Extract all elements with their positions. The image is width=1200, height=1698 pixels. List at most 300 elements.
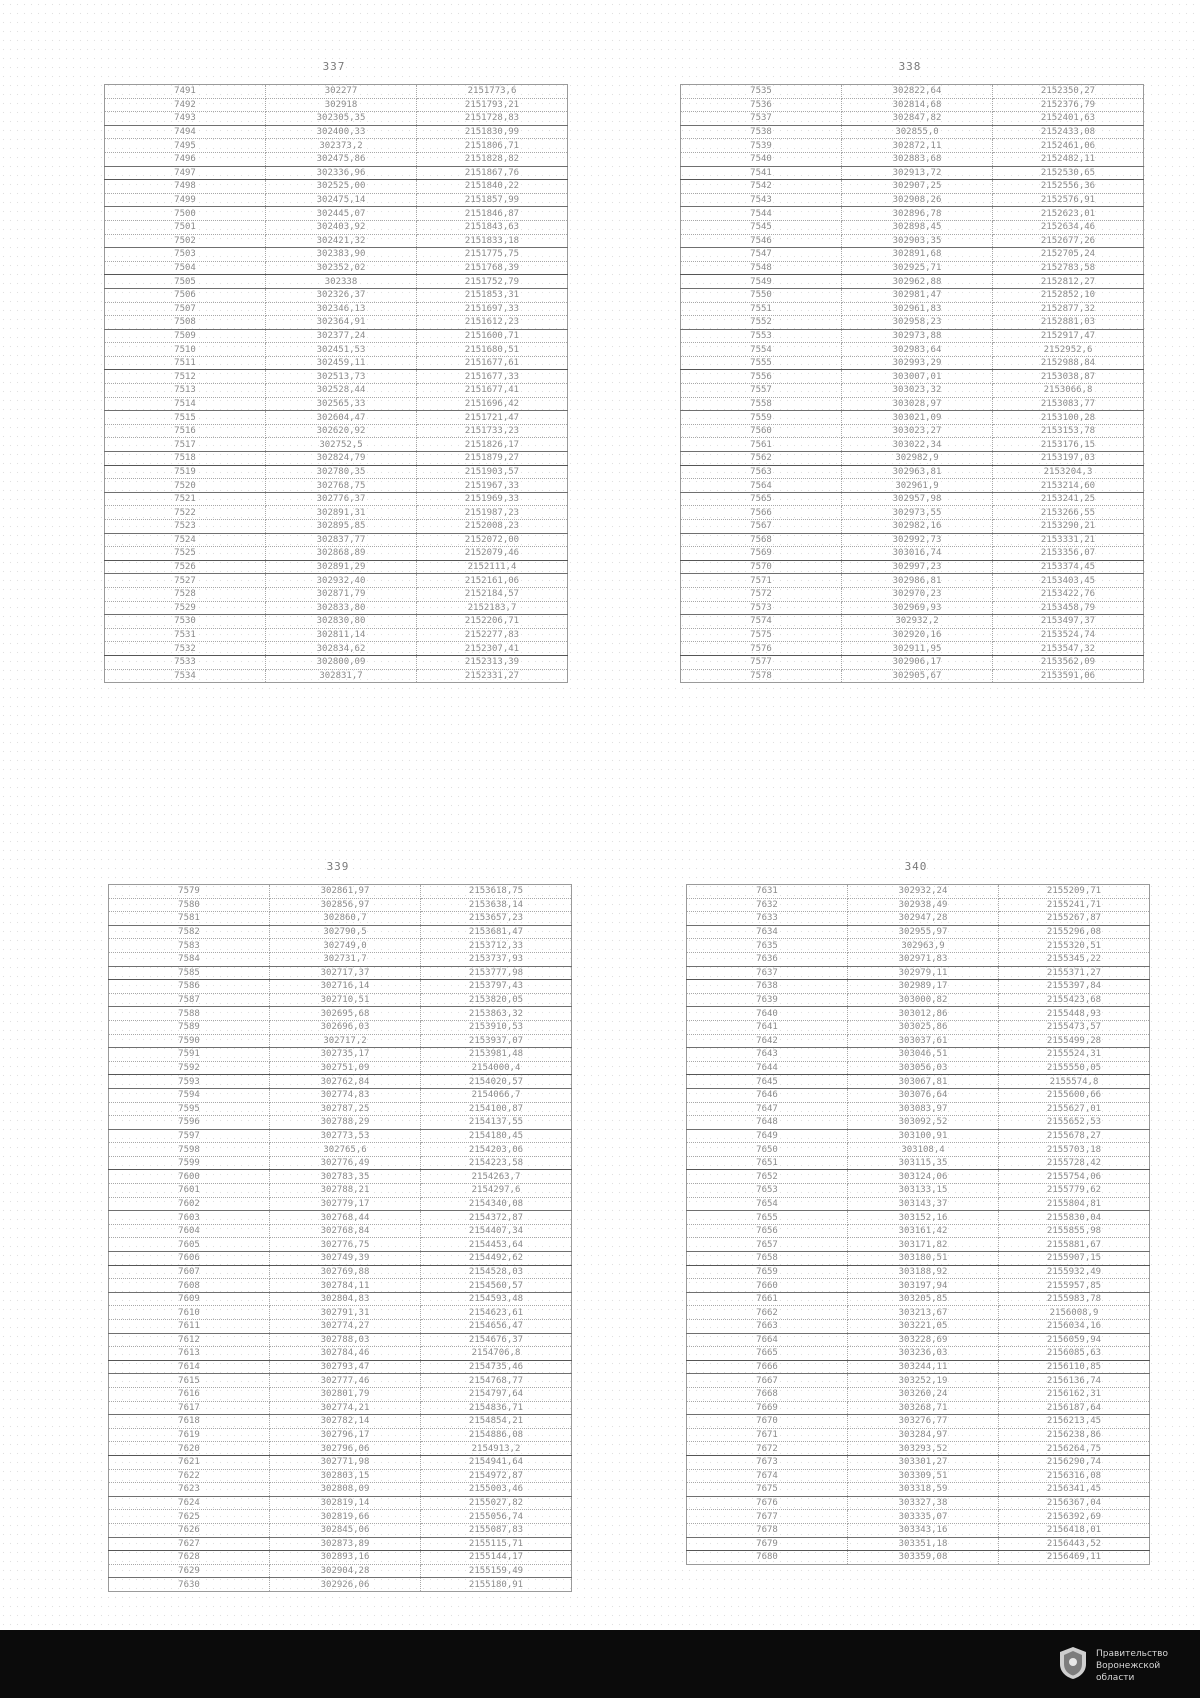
y-coordinate-cell: 2151843,63 [417, 220, 568, 234]
point-number-cell: 7621 [109, 1455, 270, 1469]
point-number-cell: 7664 [687, 1333, 848, 1347]
y-coordinate-cell: 2152677,26 [993, 234, 1144, 248]
y-coordinate-cell: 2154913,2 [421, 1442, 572, 1456]
y-coordinate-cell: 2154560,57 [421, 1279, 572, 1293]
point-number-cell: 7503 [105, 248, 266, 262]
point-number-cell: 7553 [681, 329, 842, 343]
x-coordinate-cell: 302774,83 [270, 1088, 421, 1102]
y-coordinate-cell: 2154340,08 [421, 1197, 572, 1211]
table-row [105, 207, 568, 221]
x-coordinate-cell: 302277 [266, 85, 417, 99]
x-coordinate-cell: 302421,32 [266, 234, 417, 248]
x-coordinate-cell: 302920,16 [842, 628, 993, 642]
table-row [681, 397, 1144, 411]
x-coordinate-cell: 302970,23 [842, 587, 993, 601]
x-coordinate-cell: 302780,35 [266, 465, 417, 479]
table-row [681, 384, 1144, 398]
table-row [109, 1455, 572, 1469]
y-coordinate-cell: 2155180,91 [421, 1578, 572, 1592]
point-number-cell: 7575 [681, 628, 842, 642]
table-row [681, 152, 1144, 166]
y-coordinate-cell: 2153797,43 [421, 980, 572, 994]
y-coordinate-cell: 2155779,62 [999, 1184, 1150, 1198]
point-number-cell: 7554 [681, 343, 842, 357]
y-coordinate-cell: 2151967,33 [417, 479, 568, 493]
table-row [109, 1428, 572, 1442]
y-coordinate-cell: 2152072,00 [417, 533, 568, 547]
x-coordinate-cell: 302962,88 [842, 275, 993, 289]
x-coordinate-cell: 302830,80 [266, 615, 417, 629]
x-coordinate-cell: 303161,42 [848, 1224, 999, 1238]
x-coordinate-cell: 302808,09 [270, 1483, 421, 1497]
x-coordinate-cell: 302800,09 [266, 655, 417, 669]
table-row [681, 302, 1144, 316]
table-row [109, 1034, 572, 1048]
point-number-cell: 7560 [681, 424, 842, 438]
point-number-cell: 7551 [681, 302, 842, 316]
table-row [687, 1197, 1150, 1211]
y-coordinate-cell: 2152576,91 [993, 193, 1144, 207]
y-coordinate-cell: 2153657,23 [421, 912, 572, 926]
y-coordinate-cell: 2154180,45 [421, 1129, 572, 1143]
point-number-cell: 7622 [109, 1469, 270, 1483]
table-row [109, 1143, 572, 1157]
point-number-cell: 7565 [681, 492, 842, 506]
x-coordinate-cell: 303046,51 [848, 1048, 999, 1062]
x-coordinate-cell: 302973,55 [842, 506, 993, 520]
point-number-cell: 7631 [687, 885, 848, 899]
table-row [681, 628, 1144, 642]
x-coordinate-cell: 303067,81 [848, 1075, 999, 1089]
x-coordinate-cell: 302856,97 [270, 898, 421, 912]
table-row [105, 98, 568, 112]
point-number-cell: 7616 [109, 1387, 270, 1401]
coordinate-table [686, 884, 1150, 1565]
x-coordinate-cell: 303092,52 [848, 1116, 999, 1130]
table-row [105, 288, 568, 302]
table-row [681, 261, 1144, 275]
point-number-cell: 7596 [109, 1116, 270, 1130]
point-number-cell: 7504 [105, 261, 266, 275]
table-row [109, 939, 572, 953]
y-coordinate-cell: 2156469,11 [999, 1551, 1150, 1565]
x-coordinate-cell: 302604,47 [266, 411, 417, 425]
x-coordinate-cell: 302963,81 [842, 465, 993, 479]
point-number-cell: 7542 [681, 180, 842, 194]
table-row [109, 1252, 572, 1266]
table-row [105, 397, 568, 411]
table-row [681, 193, 1144, 207]
x-coordinate-cell: 302860,7 [270, 912, 421, 926]
x-coordinate-cell: 302819,14 [270, 1496, 421, 1510]
page-number: 340 [904, 860, 928, 873]
x-coordinate-cell: 302982,9 [842, 452, 993, 466]
point-number-cell: 7670 [687, 1415, 848, 1429]
x-coordinate-cell: 302847,82 [842, 112, 993, 126]
point-number-cell: 7570 [681, 560, 842, 574]
y-coordinate-cell: 2153638,14 [421, 898, 572, 912]
x-coordinate-cell: 302445,07 [266, 207, 417, 221]
point-number-cell: 7512 [105, 370, 266, 384]
table-row [681, 506, 1144, 520]
table-row [681, 411, 1144, 425]
y-coordinate-cell: 2151697,33 [417, 302, 568, 316]
table-row [105, 356, 568, 370]
table-row [105, 452, 568, 466]
point-number-cell: 7522 [105, 506, 266, 520]
y-coordinate-cell: 2152079,46 [417, 547, 568, 561]
y-coordinate-cell: 2152161,06 [417, 574, 568, 588]
x-coordinate-cell: 302908,26 [842, 193, 993, 207]
y-coordinate-cell: 2156008,9 [999, 1306, 1150, 1320]
x-coordinate-cell: 303076,64 [848, 1088, 999, 1102]
y-coordinate-cell: 2153981,48 [421, 1048, 572, 1062]
point-number-cell: 7673 [687, 1455, 848, 1469]
y-coordinate-cell: 2156085,63 [999, 1347, 1150, 1361]
y-coordinate-cell: 2154223,58 [421, 1156, 572, 1170]
x-coordinate-cell: 302891,68 [842, 248, 993, 262]
y-coordinate-cell: 2151879,27 [417, 452, 568, 466]
x-coordinate-cell: 302973,88 [842, 329, 993, 343]
x-coordinate-cell: 302710,51 [270, 993, 421, 1007]
y-coordinate-cell: 2154735,46 [421, 1360, 572, 1374]
table-row [105, 152, 568, 166]
y-coordinate-cell: 2155267,87 [999, 912, 1150, 926]
point-number-cell: 7534 [105, 669, 266, 683]
table-row [109, 1537, 572, 1551]
x-coordinate-cell: 302336,96 [266, 166, 417, 180]
point-number-cell: 7594 [109, 1088, 270, 1102]
x-coordinate-cell: 302907,25 [842, 180, 993, 194]
point-number-cell: 7607 [109, 1265, 270, 1279]
table-row [687, 1061, 1150, 1075]
table-row [105, 411, 568, 425]
x-coordinate-cell: 302926,06 [270, 1578, 421, 1592]
point-number-cell: 7582 [109, 925, 270, 939]
table-row [109, 1224, 572, 1238]
y-coordinate-cell: 2155209,71 [999, 885, 1150, 899]
table-row [105, 85, 568, 99]
x-coordinate-cell: 303221,05 [848, 1320, 999, 1334]
x-coordinate-cell: 302696,03 [270, 1020, 421, 1034]
table-row [687, 1279, 1150, 1293]
y-coordinate-cell: 2154203,06 [421, 1143, 572, 1157]
point-number-cell: 7541 [681, 166, 842, 180]
x-coordinate-cell: 302771,98 [270, 1455, 421, 1469]
y-coordinate-cell: 2153083,77 [993, 397, 1144, 411]
y-coordinate-cell: 2155115,71 [421, 1537, 572, 1551]
table-row [105, 261, 568, 275]
y-coordinate-cell: 2153422,76 [993, 587, 1144, 601]
point-number-cell: 7618 [109, 1415, 270, 1429]
x-coordinate-cell: 303188,92 [848, 1265, 999, 1279]
table-block-2 [680, 60, 1140, 760]
y-coordinate-cell: 2153497,37 [993, 615, 1144, 629]
x-coordinate-cell: 303133,15 [848, 1184, 999, 1198]
table-row [105, 248, 568, 262]
y-coordinate-cell: 2155003,46 [421, 1483, 572, 1497]
table-row [105, 384, 568, 398]
y-coordinate-cell: 2155397,84 [999, 980, 1150, 994]
table-row [109, 1415, 572, 1429]
y-coordinate-cell: 2154623,61 [421, 1306, 572, 1320]
table-row [109, 1211, 572, 1225]
x-coordinate-cell: 302451,53 [266, 343, 417, 357]
x-coordinate-cell: 302993,29 [842, 356, 993, 370]
y-coordinate-cell: 2154656,47 [421, 1320, 572, 1334]
x-coordinate-cell: 303244,11 [848, 1360, 999, 1374]
y-coordinate-cell: 2151677,61 [417, 356, 568, 370]
y-coordinate-cell: 2151680,51 [417, 343, 568, 357]
table-row [681, 479, 1144, 493]
y-coordinate-cell: 2151903,57 [417, 465, 568, 479]
x-coordinate-cell: 302752,5 [266, 438, 417, 452]
table-row [105, 628, 568, 642]
x-coordinate-cell: 303351,18 [848, 1537, 999, 1551]
x-coordinate-cell: 302475,14 [266, 193, 417, 207]
point-number-cell: 7521 [105, 492, 266, 506]
y-coordinate-cell: 2151857,99 [417, 193, 568, 207]
x-coordinate-cell: 302891,31 [266, 506, 417, 520]
point-number-cell: 7579 [109, 885, 270, 899]
point-number-cell: 7590 [109, 1034, 270, 1048]
point-number-cell: 7571 [681, 574, 842, 588]
point-number-cell: 7628 [109, 1551, 270, 1565]
table-row [687, 885, 1150, 899]
y-coordinate-cell: 2153066,8 [993, 384, 1144, 398]
x-coordinate-cell: 302906,17 [842, 655, 993, 669]
table-row [681, 520, 1144, 534]
y-coordinate-cell: 2152482,11 [993, 152, 1144, 166]
y-coordinate-cell: 2152952,6 [993, 343, 1144, 357]
point-number-cell: 7550 [681, 288, 842, 302]
y-coordinate-cell: 2156341,45 [999, 1483, 1150, 1497]
y-coordinate-cell: 2152634,46 [993, 220, 1144, 234]
table-row [105, 234, 568, 248]
table-row [109, 1197, 572, 1211]
x-coordinate-cell: 302731,7 [270, 952, 421, 966]
table-row [105, 615, 568, 629]
table-row [681, 343, 1144, 357]
y-coordinate-cell: 2154854,21 [421, 1415, 572, 1429]
table-row [105, 669, 568, 683]
x-coordinate-cell: 302903,35 [842, 234, 993, 248]
point-number-cell: 7581 [109, 912, 270, 926]
point-number-cell: 7662 [687, 1306, 848, 1320]
x-coordinate-cell: 303327,38 [848, 1496, 999, 1510]
point-number-cell: 7531 [105, 628, 266, 642]
table-row [681, 669, 1144, 683]
table-row [105, 125, 568, 139]
x-coordinate-cell: 302913,72 [842, 166, 993, 180]
y-coordinate-cell: 2156264,75 [999, 1442, 1150, 1456]
point-number-cell: 7612 [109, 1333, 270, 1347]
point-number-cell: 7555 [681, 356, 842, 370]
point-number-cell: 7602 [109, 1197, 270, 1211]
table-row [687, 1252, 1150, 1266]
x-coordinate-cell: 303007,01 [842, 370, 993, 384]
table-row [105, 424, 568, 438]
table-row [681, 180, 1144, 194]
y-coordinate-cell: 2151773,6 [417, 85, 568, 99]
point-number-cell: 7608 [109, 1279, 270, 1293]
x-coordinate-cell: 302400,33 [266, 125, 417, 139]
point-number-cell: 7666 [687, 1360, 848, 1374]
x-coordinate-cell: 302793,47 [270, 1360, 421, 1374]
point-number-cell: 7637 [687, 966, 848, 980]
y-coordinate-cell: 2156367,04 [999, 1496, 1150, 1510]
table-row [687, 1034, 1150, 1048]
point-number-cell: 7567 [681, 520, 842, 534]
table-row [681, 112, 1144, 126]
x-coordinate-cell: 302774,27 [270, 1320, 421, 1334]
table-row [687, 1143, 1150, 1157]
y-coordinate-cell: 2156110,85 [999, 1360, 1150, 1374]
footer-line-2: Воронежской области [1096, 1661, 1161, 1683]
point-number-cell: 7601 [109, 1184, 270, 1198]
table-row [681, 615, 1144, 629]
table-row [687, 1401, 1150, 1415]
point-number-cell: 7586 [109, 980, 270, 994]
y-coordinate-cell: 2151833,18 [417, 234, 568, 248]
x-coordinate-cell: 302326,37 [266, 288, 417, 302]
y-coordinate-cell: 2152556,36 [993, 180, 1144, 194]
point-number-cell: 7592 [109, 1061, 270, 1075]
point-number-cell: 7548 [681, 261, 842, 275]
x-coordinate-cell: 302364,91 [266, 316, 417, 330]
point-number-cell: 7529 [105, 601, 266, 615]
y-coordinate-cell: 2152783,58 [993, 261, 1144, 275]
point-number-cell: 7563 [681, 465, 842, 479]
table-row [681, 98, 1144, 112]
y-coordinate-cell: 2151733,23 [417, 424, 568, 438]
point-number-cell: 7619 [109, 1428, 270, 1442]
table-row [687, 1523, 1150, 1537]
table-row [109, 1401, 572, 1415]
x-coordinate-cell: 302979,11 [848, 966, 999, 980]
y-coordinate-cell: 2154528,03 [421, 1265, 572, 1279]
table-row [687, 1347, 1150, 1361]
y-coordinate-cell: 2153374,45 [993, 560, 1144, 574]
point-number-cell: 7615 [109, 1374, 270, 1388]
x-coordinate-cell: 302776,75 [270, 1238, 421, 1252]
point-number-cell: 7623 [109, 1483, 270, 1497]
table-row [109, 966, 572, 980]
table-row [687, 1469, 1150, 1483]
y-coordinate-cell: 2154297,6 [421, 1184, 572, 1198]
x-coordinate-cell: 302814,68 [842, 98, 993, 112]
y-coordinate-cell: 2152530,65 [993, 166, 1144, 180]
table-row [109, 1170, 572, 1184]
y-coordinate-cell: 2152206,71 [417, 615, 568, 629]
point-number-cell: 7526 [105, 560, 266, 574]
x-coordinate-cell: 302383,90 [266, 248, 417, 262]
y-coordinate-cell: 2151677,33 [417, 370, 568, 384]
x-coordinate-cell: 302871,79 [266, 587, 417, 601]
point-number-cell: 7585 [109, 966, 270, 980]
table-row [105, 601, 568, 615]
footer-band [0, 1630, 1200, 1698]
coordinate-table [108, 884, 572, 1592]
table-row [681, 207, 1144, 221]
y-coordinate-cell: 2152433,08 [993, 125, 1144, 139]
x-coordinate-cell: 302883,68 [842, 152, 993, 166]
point-number-cell: 7641 [687, 1020, 848, 1034]
x-coordinate-cell: 302855,0 [842, 125, 993, 139]
point-number-cell: 7549 [681, 275, 842, 289]
x-coordinate-cell: 302873,89 [270, 1537, 421, 1551]
table-row [109, 885, 572, 899]
table-row [687, 1428, 1150, 1442]
point-number-cell: 7566 [681, 506, 842, 520]
point-number-cell: 7496 [105, 152, 266, 166]
point-number-cell: 7519 [105, 465, 266, 479]
y-coordinate-cell: 2152008,23 [417, 520, 568, 534]
point-number-cell: 7675 [687, 1483, 848, 1497]
page-number: 337 [322, 60, 346, 73]
point-number-cell: 7533 [105, 655, 266, 669]
table-row [681, 655, 1144, 669]
y-coordinate-cell: 2154263,7 [421, 1170, 572, 1184]
y-coordinate-cell: 2152401,63 [993, 112, 1144, 126]
x-coordinate-cell: 302787,25 [270, 1102, 421, 1116]
table-row [109, 1102, 572, 1116]
point-number-cell: 7676 [687, 1496, 848, 1510]
y-coordinate-cell: 2156443,52 [999, 1537, 1150, 1551]
point-number-cell: 7640 [687, 1007, 848, 1021]
point-number-cell: 7613 [109, 1347, 270, 1361]
y-coordinate-cell: 2156392,69 [999, 1510, 1150, 1524]
point-number-cell: 7530 [105, 615, 266, 629]
x-coordinate-cell: 302957,98 [842, 492, 993, 506]
y-coordinate-cell: 2155473,57 [999, 1020, 1150, 1034]
table-row [687, 898, 1150, 912]
x-coordinate-cell: 302338 [266, 275, 417, 289]
table-row [105, 220, 568, 234]
table-row [687, 1360, 1150, 1374]
table-row [105, 574, 568, 588]
table-row [687, 966, 1150, 980]
table-row [681, 642, 1144, 656]
y-coordinate-cell: 2155907,15 [999, 1252, 1150, 1266]
table-row [109, 1292, 572, 1306]
x-coordinate-cell: 302716,14 [270, 980, 421, 994]
x-coordinate-cell: 303205,85 [848, 1292, 999, 1306]
point-number-cell: 7499 [105, 193, 266, 207]
table-row [681, 288, 1144, 302]
point-number-cell: 7627 [109, 1537, 270, 1551]
point-number-cell: 7544 [681, 207, 842, 221]
point-number-cell: 7642 [687, 1034, 848, 1048]
table-row [681, 85, 1144, 99]
y-coordinate-cell: 2151721,47 [417, 411, 568, 425]
table-row [109, 1578, 572, 1592]
table-row [105, 560, 568, 574]
point-number-cell: 7655 [687, 1211, 848, 1225]
y-coordinate-cell: 2153712,33 [421, 939, 572, 953]
y-coordinate-cell: 2155652,53 [999, 1116, 1150, 1130]
point-number-cell: 7510 [105, 343, 266, 357]
point-number-cell: 7588 [109, 1007, 270, 1021]
coordinate-table [680, 84, 1144, 683]
table-row [105, 655, 568, 669]
table-row [109, 980, 572, 994]
point-number-cell: 7495 [105, 139, 266, 153]
x-coordinate-cell: 302895,85 [266, 520, 417, 534]
table-row [687, 1184, 1150, 1198]
point-number-cell: 7532 [105, 642, 266, 656]
x-coordinate-cell: 302735,17 [270, 1048, 421, 1062]
